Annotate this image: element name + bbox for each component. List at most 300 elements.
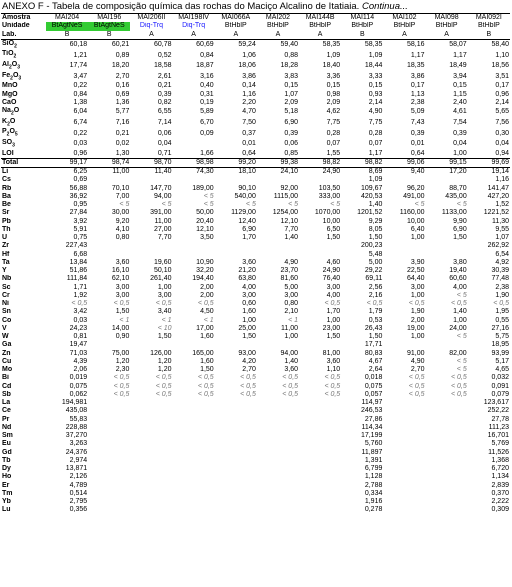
value-cell: 0,03 [73, 316, 88, 324]
value-cell: 9,40 [410, 168, 425, 176]
value-cell: 1,52 [495, 201, 509, 209]
element-symbol: TiO [2, 50, 14, 58]
element-label [1, 506, 46, 514]
value-cell: 93,00 [238, 349, 256, 357]
value-cell [215, 399, 257, 407]
value-cell: 7,14 [157, 118, 172, 126]
value-cell: 2,70 [410, 366, 425, 374]
value-cell [257, 449, 299, 457]
value-cell [88, 399, 130, 407]
value-cell: 1221,52 [483, 209, 509, 217]
value-cell [88, 432, 130, 440]
value-cell [130, 251, 172, 259]
value-cell: 0,37 [242, 129, 256, 137]
header-lab-cell: B [359, 30, 365, 38]
value-cell [215, 424, 257, 432]
value-cell: 71,03 [69, 349, 88, 357]
value-cell [383, 465, 425, 473]
value-cell: 1,09 [368, 51, 383, 59]
value-cell: 18,49 [449, 62, 467, 70]
value-cell: 1,20 [115, 357, 130, 365]
value-cell: < 0,5 [113, 300, 130, 308]
element-symbol: Zn [2, 349, 11, 357]
value-cell: 0,062 [69, 390, 88, 398]
value-cell: 1,38 [73, 98, 88, 106]
value-cell: 435,00 [445, 192, 467, 200]
value-cell [257, 498, 299, 506]
value-cell: 16,701 [487, 432, 509, 440]
element-symbol: Gd [2, 448, 12, 456]
value-cell [88, 251, 130, 259]
value-cell: 194,40 [192, 275, 214, 283]
value-cell [173, 482, 215, 490]
value-cell [299, 457, 341, 465]
value-cell [257, 457, 299, 465]
element-symbol: Dy [2, 465, 11, 473]
element-symbol: Ga [2, 341, 12, 349]
value-cell [215, 251, 257, 259]
element-symbol: Mo [2, 366, 13, 374]
value-cell: 1070,00 [314, 209, 341, 217]
value-cell: < 5 [245, 201, 256, 209]
value-cell: 24,23 [69, 324, 88, 332]
value-cell [299, 482, 341, 490]
value-cell: 18,06 [238, 62, 256, 70]
element-label [1, 158, 46, 167]
value-cell: 6,70 [200, 118, 214, 126]
value-cell: 16,10 [111, 267, 130, 275]
element-label [1, 292, 46, 300]
value-cell: 3,00 [410, 283, 425, 291]
element-symbol: U [2, 234, 8, 242]
value-cell: 19,60 [153, 258, 172, 266]
value-cell [88, 416, 130, 424]
value-cell: 11,00 [281, 324, 299, 332]
value-cell [88, 482, 130, 490]
value-cell [426, 251, 468, 259]
element-symbol: Ni [2, 300, 9, 308]
value-cell: 10,00 [407, 217, 425, 225]
value-cell: 12,10 [196, 225, 214, 233]
element-label [1, 383, 46, 391]
element-label [1, 350, 46, 358]
value-cell: 1,90 [495, 291, 509, 299]
value-cell: < 0,5 [240, 374, 256, 382]
value-cell: 427,20 [487, 192, 509, 200]
value-cell: 24,90 [322, 168, 341, 176]
value-cell: 3,00 [115, 283, 130, 291]
value-cell: 3,36 [326, 72, 341, 80]
element-label [1, 107, 46, 118]
value-cell: 2,222 [491, 498, 509, 506]
header-lab-cell: A [444, 30, 449, 38]
value-cell [173, 490, 215, 498]
value-cell [426, 242, 468, 250]
element-label [1, 91, 46, 99]
value-cell: 0,89 [115, 51, 130, 59]
value-cell: < 0,5 [197, 300, 214, 308]
table-row [1, 176, 510, 184]
element-symbol: Co [2, 316, 12, 324]
element-label [1, 325, 46, 333]
value-cell: 17,20 [449, 168, 467, 176]
element-subscript: 2 [14, 43, 17, 50]
table-row [1, 91, 510, 99]
value-cell: 50,00 [196, 209, 214, 217]
header-label: Unidade [2, 22, 30, 30]
value-cell: 74,30 [196, 168, 214, 176]
element-symbol: Th [2, 225, 11, 233]
value-cell [215, 490, 257, 498]
element-symbol: Be [2, 201, 11, 209]
value-cell: 1,07 [495, 234, 509, 242]
value-cell: 26,43 [364, 324, 383, 332]
value-cell: 6,04 [73, 108, 88, 116]
value-cell: 11,00 [112, 168, 130, 176]
value-cell [383, 473, 425, 481]
element-symbol: Sn [2, 308, 11, 316]
value-cell: 6,25 [73, 168, 88, 176]
value-cell: 0,60 [242, 300, 256, 308]
value-cell: 18,58 [153, 62, 172, 70]
value-cell: 2,00 [200, 283, 214, 291]
value-cell: 1,00 [284, 333, 299, 341]
element-symbol: O [9, 117, 16, 125]
element-symbol: Lu [2, 506, 11, 514]
value-cell: < 5 [330, 201, 341, 209]
value-cell: 1,00 [453, 316, 467, 324]
element-label [1, 118, 46, 129]
value-cell: 2,70 [242, 366, 256, 374]
value-cell: 1,13 [410, 90, 425, 98]
value-cell: < 0,5 [450, 300, 467, 308]
value-cell [173, 457, 215, 465]
value-cell: 0,96 [495, 90, 509, 98]
value-cell: 0,15 [368, 82, 383, 90]
value-cell: 1,50 [115, 308, 130, 316]
value-cell: 0,309 [491, 506, 509, 514]
value-cell: 1,60 [200, 357, 214, 365]
value-cell: 491,00 [403, 192, 425, 200]
element-label [1, 416, 46, 424]
value-cell [173, 399, 215, 407]
value-cell: 32,20 [196, 267, 214, 275]
table-row [1, 383, 510, 391]
value-cell: < 0,5 [324, 390, 341, 398]
value-cell: 0,98 [326, 90, 341, 98]
header-sample-cell: MAI198IV [178, 14, 209, 21]
element-label [1, 407, 46, 415]
value-cell: 0,04 [157, 140, 172, 148]
element-symbol: O [9, 128, 15, 136]
value-cell [257, 424, 299, 432]
element-symbol: V [2, 324, 7, 332]
value-cell [130, 449, 172, 457]
table-row [1, 366, 510, 374]
value-cell [426, 432, 468, 440]
value-cell [299, 506, 341, 514]
value-cell [173, 432, 215, 440]
value-cell: 200,23 [360, 242, 383, 250]
value-cell: < 0,5 [113, 382, 130, 390]
value-cell: 94,00 [280, 349, 299, 357]
value-cell: 246,53 [360, 407, 383, 415]
value-cell: 27,16 [491, 324, 509, 332]
header-lab-cell: B [106, 30, 112, 38]
value-cell: 2,06 [73, 366, 88, 374]
table-row [1, 325, 510, 333]
value-cell: < 0,5 [282, 390, 299, 398]
value-cell [426, 465, 468, 473]
value-cell [383, 341, 425, 349]
value-cell: 3,86 [410, 72, 425, 80]
table-row [1, 275, 510, 283]
header-lab-cell: A [191, 30, 196, 38]
value-cell [299, 399, 341, 407]
value-cell: 6,54 [495, 250, 509, 258]
value-cell [130, 490, 172, 498]
table-row [1, 416, 510, 424]
value-cell [130, 473, 172, 481]
value-cell [257, 407, 299, 415]
value-cell [383, 482, 425, 490]
value-cell: 1,40 [284, 234, 299, 242]
value-cell: 99,17 [46, 158, 88, 167]
value-cell [426, 416, 468, 424]
value-cell: 1,50 [368, 234, 383, 242]
value-cell: 13,871 [65, 465, 88, 473]
value-cell [383, 399, 425, 407]
table-row [1, 201, 510, 209]
value-cell [173, 506, 215, 514]
value-cell: 1,36 [115, 98, 130, 106]
element-symbol: Rb [2, 184, 12, 192]
header-unit-cell: BtAgtNeS [88, 22, 130, 30]
value-cell [88, 490, 130, 498]
element-subscript: 5 [14, 131, 18, 138]
element-symbol: Sc [2, 283, 11, 291]
value-cell: 1,09 [326, 51, 341, 59]
table-row [1, 50, 510, 61]
value-cell: 0,40 [200, 82, 214, 90]
value-cell: 18,20 [111, 62, 130, 70]
value-cell: 17,71 [364, 341, 383, 349]
value-cell [257, 242, 299, 250]
element-symbol: Ce [2, 407, 11, 415]
element-symbol: Ho [2, 473, 12, 481]
value-cell: 3,60 [326, 357, 341, 365]
value-cell: 1,17 [453, 51, 467, 59]
value-cell [299, 440, 341, 448]
table-row [1, 424, 510, 432]
header-lab-cell: A [317, 30, 323, 38]
value-cell: 2,38 [495, 283, 509, 291]
value-cell [426, 457, 468, 465]
value-cell [130, 465, 172, 473]
value-cell: 0,01 [410, 140, 425, 148]
value-cell [257, 473, 299, 481]
value-cell: 4,00 [242, 283, 256, 291]
value-cell: 1,00 [157, 283, 172, 291]
value-cell: 1,20 [157, 357, 172, 365]
value-cell: 0,19 [200, 98, 214, 106]
value-cell: 94,00 [153, 192, 172, 200]
value-cell: 1,16 [495, 176, 509, 184]
header-sample-cell: MAI204 [55, 14, 80, 21]
value-cell [88, 506, 130, 514]
value-cell [426, 176, 468, 184]
value-cell [130, 407, 172, 415]
value-cell: 4,61 [453, 108, 467, 116]
element-symbol: Zr [2, 242, 9, 250]
value-cell [383, 432, 425, 440]
value-cell: < 0,5 [450, 390, 467, 398]
value-cell: 18,28 [280, 62, 299, 70]
value-cell: 30,00 [111, 209, 130, 217]
header-sample-cell: MAI066A [221, 14, 251, 21]
value-cell: 17,74 [69, 62, 88, 70]
value-cell: < 0,5 [450, 374, 467, 382]
value-cell: 123,617 [483, 399, 509, 407]
value-cell: 3,00 [326, 283, 341, 291]
element-label [1, 333, 46, 341]
value-cell [215, 482, 257, 490]
table-row [1, 374, 510, 382]
value-cell: 1,391 [364, 456, 383, 464]
element-subscript: 2 [9, 64, 12, 71]
element-label [1, 399, 46, 407]
value-cell: 0,019 [69, 374, 88, 382]
value-cell: 2,14 [495, 98, 509, 106]
table-row [1, 350, 510, 358]
element-symbol: Ta [2, 258, 10, 266]
table-row [1, 457, 510, 465]
value-cell: < 0,5 [71, 300, 88, 308]
value-cell [173, 407, 215, 415]
table-row [1, 292, 510, 300]
value-cell: 228,88 [65, 423, 88, 431]
element-label [1, 259, 46, 267]
value-cell [88, 449, 130, 457]
value-cell: 0,31 [200, 90, 214, 98]
value-cell: 23,00 [322, 324, 341, 332]
value-cell: 1,10 [495, 51, 509, 59]
value-cell: 75,00 [111, 349, 130, 357]
element-label [1, 218, 46, 226]
value-cell: 2,30 [115, 366, 130, 374]
value-cell: 147,70 [150, 184, 172, 192]
value-cell: 99,20 [215, 158, 257, 167]
value-cell: 1,60 [242, 308, 256, 316]
value-cell: 98,82 [299, 158, 341, 167]
value-cell [215, 176, 257, 184]
value-cell: < 0,5 [366, 300, 383, 308]
element-label [1, 482, 46, 490]
value-cell: 6,74 [73, 118, 88, 126]
value-cell: 0,85 [284, 149, 299, 157]
value-cell: 18,87 [196, 62, 214, 70]
value-cell [426, 449, 468, 457]
header-lab-cell: A [402, 30, 407, 38]
value-cell [257, 482, 299, 490]
value-cell: 1,15 [453, 90, 467, 98]
element-label [1, 498, 46, 506]
value-cell [299, 498, 341, 506]
value-cell [299, 242, 341, 250]
value-cell: < 0,5 [155, 300, 172, 308]
value-cell [299, 251, 341, 259]
value-cell: 1,10 [326, 366, 341, 374]
value-cell: 37,270 [65, 432, 88, 440]
value-cell: < 5 [414, 201, 425, 209]
value-cell: 11,526 [488, 448, 509, 456]
value-cell: 2,70 [115, 72, 130, 80]
value-cell: 1,50 [326, 234, 341, 242]
element-symbol: SO [2, 138, 13, 146]
value-cell [130, 416, 172, 424]
value-cell: 4,90 [368, 108, 383, 116]
value-cell [426, 473, 468, 481]
value-cell: 4,60 [326, 258, 341, 266]
value-cell: 0,69 [73, 176, 88, 184]
header-sample-cell: MAI114 [350, 14, 375, 21]
value-cell: 1,916 [364, 498, 383, 506]
value-cell: 12,10 [280, 217, 299, 225]
value-cell [299, 490, 341, 498]
value-cell [173, 251, 215, 259]
element-label [1, 201, 46, 209]
element-symbol: O [11, 61, 18, 69]
value-cell: 3,47 [73, 72, 88, 80]
value-cell: 50,10 [153, 267, 172, 275]
value-cell: 2,14 [368, 98, 383, 106]
value-cell: 391,00 [150, 209, 172, 217]
value-cell: < 5 [161, 201, 172, 209]
value-cell: 5,77 [115, 108, 130, 116]
value-cell: < 0,5 [155, 374, 172, 382]
value-cell [299, 449, 341, 457]
value-cell: 5,18 [284, 108, 299, 116]
value-cell: 0,90 [115, 333, 130, 341]
element-subscript: 2 [13, 53, 17, 60]
element-symbol: Y [2, 267, 7, 275]
value-cell: 0,16 [115, 82, 130, 90]
table-row [1, 128, 510, 139]
value-cell: < 5 [456, 201, 467, 209]
value-cell [426, 490, 468, 498]
element-symbol: La [2, 399, 11, 407]
value-cell: 82,00 [449, 349, 467, 357]
element-symbol: W [2, 333, 9, 341]
value-cell [88, 407, 130, 415]
value-cell [173, 341, 215, 349]
value-cell: 2,00 [410, 316, 425, 324]
value-cell: 2,64 [368, 366, 383, 374]
value-cell: 60,21 [111, 40, 130, 48]
value-cell: 6,68 [73, 250, 88, 258]
value-cell: 5,48 [368, 250, 383, 258]
value-cell: 1,06 [242, 51, 256, 59]
value-cell: 4,39 [73, 357, 88, 365]
value-cell: 7,43 [410, 118, 425, 126]
value-cell [173, 242, 215, 250]
value-cell: 1,368 [491, 456, 509, 464]
header-unit-cell: Diq-Trq [182, 22, 206, 30]
header-unit-cell: BtHblP [477, 22, 500, 30]
element-label [1, 449, 46, 457]
element-subscript: 2 [10, 110, 14, 117]
value-cell [299, 424, 341, 432]
